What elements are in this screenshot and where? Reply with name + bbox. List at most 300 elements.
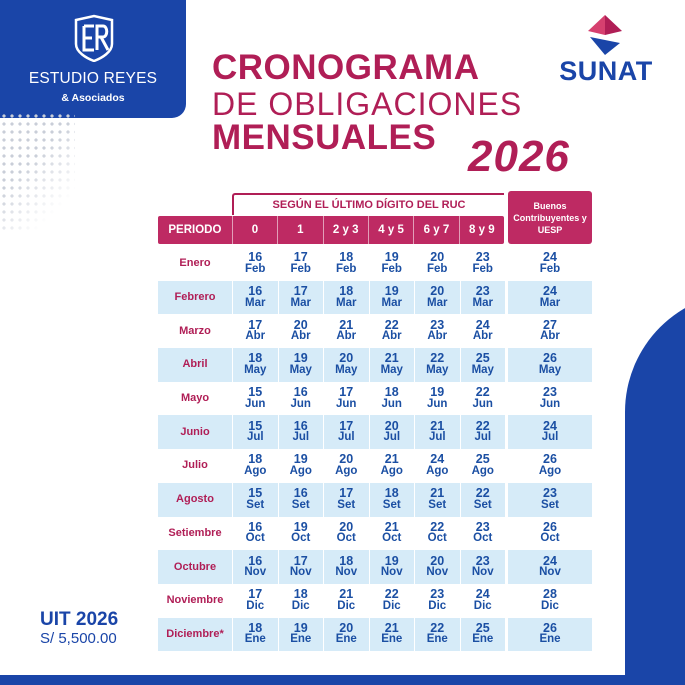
- estudio-reyes-logo-icon: [68, 14, 120, 62]
- due-date-cell: [369, 584, 415, 618]
- due-date-cell: [369, 483, 415, 517]
- due-date-cell: [232, 348, 278, 382]
- due-day: 17: [248, 587, 263, 602]
- due-day: 22: [430, 351, 445, 366]
- due-date-cell: [414, 550, 460, 584]
- due-date-cell: [232, 618, 278, 652]
- due-date-cell: [232, 584, 278, 618]
- due-day: 19: [293, 620, 308, 635]
- due-day: 16: [293, 418, 308, 433]
- due-day: 26: [543, 351, 557, 366]
- due-day: 19: [384, 250, 399, 265]
- due-date-buenos-contribuyentes: [505, 348, 592, 382]
- due-date-cell: [460, 517, 506, 551]
- dot-pattern-decoration: [0, 112, 75, 232]
- due-date-cell: [323, 584, 369, 618]
- due-month: Ago: [538, 464, 562, 477]
- due-day: 20: [339, 519, 354, 534]
- due-month: Mar: [245, 296, 266, 309]
- due-month: Jul: [474, 431, 492, 444]
- due-month: Jun: [290, 397, 311, 410]
- due-date-cell: [232, 483, 278, 517]
- due-date-cell: [278, 483, 324, 517]
- right-curve-decoration: [625, 292, 685, 685]
- due-date-cell: [278, 348, 324, 382]
- table-row: [158, 247, 592, 281]
- due-month: Set: [291, 498, 310, 511]
- period-label: Enero: [179, 257, 211, 270]
- due-day: 23: [543, 486, 557, 501]
- due-day: 23: [475, 284, 490, 299]
- period-label: Abril: [182, 358, 208, 371]
- due-date-cell: [369, 348, 415, 382]
- due-date-cell: [369, 517, 415, 551]
- due-month: Set: [541, 498, 559, 511]
- due-date-cell: [414, 382, 460, 416]
- due-date-cell: [414, 281, 460, 315]
- table-row: [158, 348, 592, 382]
- due-date-cell: [323, 247, 369, 281]
- due-date-cell: [369, 247, 415, 281]
- due-month: Nov: [289, 566, 312, 579]
- table-row: [158, 382, 592, 416]
- due-day: 20: [430, 553, 445, 568]
- due-month: Abr: [336, 330, 357, 343]
- period-label: Noviembre: [166, 594, 224, 607]
- due-month: Nov: [471, 566, 494, 579]
- due-day: 17: [248, 317, 263, 332]
- due-date-cell: [232, 415, 278, 449]
- due-date-buenos-contribuyentes: [505, 584, 592, 618]
- due-date-cell: [323, 415, 369, 449]
- due-date-buenos-contribuyentes: [505, 247, 592, 281]
- column-header-2-3: 2 y 3: [323, 216, 368, 244]
- due-month: Nov: [380, 566, 403, 579]
- due-month: Abr: [472, 330, 493, 343]
- period-label: Junio: [180, 425, 210, 438]
- due-date-cell: [369, 618, 415, 652]
- due-month: Dic: [246, 599, 265, 612]
- due-date-cell: [232, 517, 278, 551]
- ruc-group-header: SEGÚN EL ÚLTIMO DÍGITO DEL RUC: [232, 193, 504, 215]
- due-day: 24: [543, 250, 557, 265]
- due-date-cell: [460, 584, 506, 618]
- due-day: 23: [475, 553, 490, 568]
- due-day: 22: [430, 620, 445, 635]
- due-month: Ago: [380, 464, 403, 477]
- column-header-periodo: PERIODO: [168, 224, 222, 236]
- due-date-cell: [232, 382, 278, 416]
- due-month: Oct: [336, 532, 356, 545]
- due-day: 19: [293, 351, 308, 366]
- due-month: Feb: [427, 262, 448, 275]
- due-day: 23: [475, 519, 490, 534]
- due-day: 22: [475, 486, 490, 501]
- due-month: Mar: [539, 296, 561, 309]
- due-month: Jun: [381, 397, 402, 410]
- due-day: 20: [430, 284, 445, 299]
- due-date-cell: [460, 348, 506, 382]
- due-month: Nov: [335, 566, 358, 579]
- due-date-cell: [278, 618, 324, 652]
- due-month: May: [426, 363, 449, 376]
- table-row: [158, 550, 592, 584]
- due-date-cell: [232, 449, 278, 483]
- uit-value: S/ 5,500.00: [40, 630, 117, 647]
- due-day: 17: [293, 250, 308, 265]
- due-month: Feb: [539, 262, 561, 275]
- due-day: 25: [475, 351, 490, 366]
- due-month: Abr: [381, 330, 402, 343]
- due-month: Jun: [472, 397, 493, 410]
- due-day: 20: [430, 250, 445, 265]
- due-day: 20: [339, 620, 354, 635]
- due-month: Oct: [540, 532, 560, 545]
- due-month: Abr: [245, 330, 266, 343]
- due-date-buenos-contribuyentes: [505, 281, 592, 315]
- due-month: Jul: [541, 431, 559, 444]
- table-row: [158, 483, 592, 517]
- due-day: 18: [384, 385, 399, 400]
- due-date-cell: [232, 247, 278, 281]
- due-day: 17: [339, 418, 354, 433]
- due-month: Jun: [336, 397, 357, 410]
- due-month: May: [471, 363, 494, 376]
- due-month: Nov: [426, 566, 449, 579]
- due-day: 18: [339, 250, 354, 265]
- due-month: Jun: [427, 397, 448, 410]
- due-day: 18: [248, 351, 263, 366]
- due-month: Jul: [428, 431, 446, 444]
- due-month: May: [244, 363, 267, 376]
- due-day: 24: [543, 418, 557, 433]
- due-date-cell: [278, 281, 324, 315]
- period-label: Mayo: [180, 392, 210, 405]
- sunat-logo-icon: [584, 13, 626, 57]
- due-day: 21: [384, 452, 399, 467]
- due-day: 19: [293, 519, 308, 534]
- due-date-cell: [278, 584, 324, 618]
- due-day: 16: [248, 284, 263, 299]
- title-line-2: DE OBLIGACIONES: [212, 86, 523, 122]
- due-day: 21: [384, 620, 399, 635]
- due-date-cell: [369, 449, 415, 483]
- due-month: Dic: [473, 599, 492, 612]
- due-month: Oct: [291, 532, 311, 545]
- due-date-cell: [460, 415, 506, 449]
- due-month: Mar: [336, 296, 357, 309]
- due-month: Feb: [381, 262, 402, 275]
- column-header-1: 1: [277, 216, 322, 244]
- due-date-cell: [369, 314, 415, 348]
- due-date-cell: [414, 314, 460, 348]
- due-month: Set: [337, 498, 356, 511]
- due-date-cell: [369, 415, 415, 449]
- due-date-cell: [460, 483, 506, 517]
- due-day: 20: [339, 351, 354, 366]
- due-date-buenos-contribuyentes: [505, 550, 592, 584]
- due-month: Ene: [290, 633, 312, 646]
- due-date-cell: [323, 550, 369, 584]
- bottom-bar-decoration: [0, 675, 685, 685]
- due-date-cell: [278, 415, 324, 449]
- due-month: Feb: [290, 262, 311, 275]
- due-day: 23: [430, 587, 445, 602]
- due-month: May: [380, 363, 403, 376]
- due-date-cell: [460, 314, 506, 348]
- due-month: Mar: [381, 296, 402, 309]
- due-date-cell: [414, 618, 460, 652]
- due-date-cell: [323, 382, 369, 416]
- due-day: 20: [339, 452, 354, 467]
- due-date-cell: [369, 550, 415, 584]
- due-month: Oct: [473, 532, 493, 545]
- due-date-cell: [369, 382, 415, 416]
- title-year: 2026: [468, 132, 570, 181]
- due-month: Dic: [291, 599, 310, 612]
- due-month: Set: [428, 498, 447, 511]
- buenos-contribuyentes-header: Buenos Contribuyentes y UESP: [508, 191, 592, 244]
- due-month: May: [538, 363, 562, 376]
- due-day: 21: [339, 317, 354, 332]
- due-day: 17: [339, 385, 354, 400]
- due-day: 22: [384, 587, 399, 602]
- due-date-buenos-contribuyentes: [505, 618, 592, 652]
- due-date-cell: [278, 449, 324, 483]
- due-date-buenos-contribuyentes: [505, 415, 592, 449]
- due-day: 26: [543, 452, 557, 467]
- due-day: 18: [339, 553, 354, 568]
- due-date-cell: [414, 517, 460, 551]
- due-day: 19: [430, 385, 445, 400]
- due-date-buenos-contribuyentes: [505, 449, 592, 483]
- due-date-cell: [323, 348, 369, 382]
- due-date-cell: [414, 584, 460, 618]
- title-line-1: CRONOGRAMA: [212, 48, 480, 87]
- period-label: Marzo: [179, 324, 211, 337]
- due-month: Mar: [290, 296, 311, 309]
- table-row: [158, 618, 592, 652]
- due-date-cell: [414, 449, 460, 483]
- title-line-3: MENSUALES: [212, 118, 437, 157]
- due-day: 16: [293, 385, 308, 400]
- due-date-buenos-contribuyentes: [505, 382, 592, 416]
- due-day: 16: [248, 250, 263, 265]
- table-row: [158, 314, 592, 348]
- due-month: Ene: [539, 633, 561, 646]
- due-month: Nov: [539, 566, 561, 579]
- due-date-cell: [460, 618, 506, 652]
- due-month: Oct: [427, 532, 447, 545]
- due-month: Feb: [245, 262, 266, 275]
- column-header-4-5: 4 y 5: [368, 216, 413, 244]
- due-day: 22: [430, 519, 445, 534]
- due-month: May: [335, 363, 358, 376]
- due-month: Ene: [426, 633, 448, 646]
- due-date-cell: [414, 348, 460, 382]
- due-month: Oct: [245, 532, 265, 545]
- due-month: May: [289, 363, 312, 376]
- due-day: 19: [384, 284, 399, 299]
- table-header-row: [158, 216, 504, 244]
- due-month: Mar: [472, 296, 493, 309]
- due-day: 24: [475, 587, 490, 602]
- due-day: 20: [293, 317, 308, 332]
- table-row: [158, 584, 592, 618]
- due-month: Jul: [337, 431, 355, 444]
- uit-title: UIT 2026: [40, 609, 119, 630]
- period-label: Octubre: [173, 560, 217, 573]
- due-day: 16: [293, 486, 308, 501]
- due-day: 18: [339, 284, 354, 299]
- due-date-cell: [278, 314, 324, 348]
- due-day: 22: [475, 418, 490, 433]
- column-header-6-7: 6 y 7: [413, 216, 458, 244]
- due-day: 18: [384, 486, 399, 501]
- due-date-cell: [323, 517, 369, 551]
- period-label: Diciembre*: [166, 627, 224, 640]
- due-month: Ene: [335, 633, 357, 646]
- due-month: Ago: [244, 464, 267, 477]
- table-row: [158, 449, 592, 483]
- due-day: 23: [475, 250, 490, 265]
- due-day: 17: [293, 284, 308, 299]
- logo-subtitle: & Asociados: [61, 92, 125, 104]
- due-date-buenos-contribuyentes: [505, 314, 592, 348]
- due-month: Jun: [245, 397, 266, 410]
- due-month: Ene: [381, 633, 403, 646]
- due-day: 21: [430, 486, 445, 501]
- due-day: 21: [430, 418, 445, 433]
- due-month: Ago: [471, 464, 494, 477]
- due-day: 26: [543, 620, 557, 635]
- due-month: Feb: [336, 262, 357, 275]
- due-month: Ago: [289, 464, 312, 477]
- due-date-cell: [414, 415, 460, 449]
- due-month: Jun: [539, 397, 561, 410]
- period-label: Agosto: [176, 493, 214, 506]
- due-month: Feb: [472, 262, 493, 275]
- due-date-buenos-contribuyentes: [505, 517, 592, 551]
- due-day: 19: [293, 452, 308, 467]
- due-month: Ene: [244, 633, 266, 646]
- due-day: 28: [543, 587, 557, 602]
- due-day: 16: [248, 519, 263, 534]
- due-day: 18: [293, 587, 308, 602]
- due-date-cell: [323, 281, 369, 315]
- due-day: 17: [339, 486, 354, 501]
- due-month: Dic: [541, 599, 559, 612]
- due-day: 23: [430, 317, 445, 332]
- due-date-cell: [278, 382, 324, 416]
- due-date-cell: [232, 550, 278, 584]
- due-day: 20: [384, 418, 399, 433]
- due-day: 18: [248, 452, 263, 467]
- due-date-cell: [323, 314, 369, 348]
- table-row: [158, 415, 592, 449]
- due-month: Nov: [244, 566, 267, 579]
- due-day: 24: [543, 284, 557, 299]
- due-date-cell: [323, 618, 369, 652]
- due-month: Dic: [337, 599, 356, 612]
- due-month: Dic: [428, 599, 447, 612]
- due-date-cell: [460, 247, 506, 281]
- due-date-cell: [323, 483, 369, 517]
- due-day: 21: [384, 351, 399, 366]
- due-month: Ene: [472, 633, 494, 646]
- due-day: 22: [384, 317, 399, 332]
- due-day: 21: [384, 519, 399, 534]
- due-month: Set: [246, 498, 265, 511]
- period-label: Setiembre: [168, 526, 222, 539]
- due-date-cell: [460, 550, 506, 584]
- sunat-wordmark: SUNAT: [559, 56, 653, 86]
- due-day: 16: [248, 553, 263, 568]
- due-month: Mar: [427, 296, 448, 309]
- table-row: [158, 281, 592, 315]
- due-date-cell: [278, 517, 324, 551]
- due-month: Abr: [540, 330, 560, 343]
- due-day: 23: [543, 385, 557, 400]
- logo-name: ESTUDIO REYES: [28, 70, 158, 87]
- schedule-table-body: [158, 247, 592, 651]
- due-day: 22: [475, 385, 490, 400]
- due-month: Jul: [383, 431, 401, 444]
- due-day: 15: [248, 385, 263, 400]
- due-date-cell: [278, 247, 324, 281]
- due-day: 15: [248, 418, 263, 433]
- table-row: [158, 517, 592, 551]
- column-header-0: 0: [232, 216, 277, 244]
- due-month: Dic: [382, 599, 401, 612]
- due-month: Abr: [290, 330, 311, 343]
- due-day: 24: [543, 553, 557, 568]
- due-month: Set: [473, 498, 492, 511]
- due-month: Jul: [246, 431, 264, 444]
- due-month: Jul: [292, 431, 310, 444]
- due-date-cell: [460, 382, 506, 416]
- due-day: 24: [475, 317, 490, 332]
- due-date-cell: [232, 281, 278, 315]
- due-date-cell: [369, 281, 415, 315]
- due-date-cell: [460, 449, 506, 483]
- due-date-cell: [460, 281, 506, 315]
- due-month: Set: [382, 498, 401, 511]
- due-month: Ago: [426, 464, 449, 477]
- due-month: Oct: [382, 532, 402, 545]
- due-day: 18: [248, 620, 263, 635]
- period-label: Febrero: [174, 291, 216, 304]
- due-date-cell: [323, 449, 369, 483]
- due-day: 24: [430, 452, 445, 467]
- column-header-8-9: 8 y 9: [459, 216, 504, 244]
- due-day: 26: [543, 519, 557, 534]
- due-day: 21: [339, 587, 354, 602]
- due-date-cell: [414, 483, 460, 517]
- due-day: 15: [248, 486, 263, 501]
- due-date-buenos-contribuyentes: [505, 483, 592, 517]
- due-day: 17: [293, 553, 308, 568]
- due-date-cell: [232, 314, 278, 348]
- due-month: Abr: [427, 330, 448, 343]
- period-label: Julio: [182, 459, 208, 472]
- due-day: 27: [543, 317, 557, 332]
- due-day: 25: [475, 620, 490, 635]
- due-date-cell: [278, 550, 324, 584]
- due-day: 19: [384, 553, 399, 568]
- due-day: 25: [475, 452, 490, 467]
- due-month: Ago: [335, 464, 358, 477]
